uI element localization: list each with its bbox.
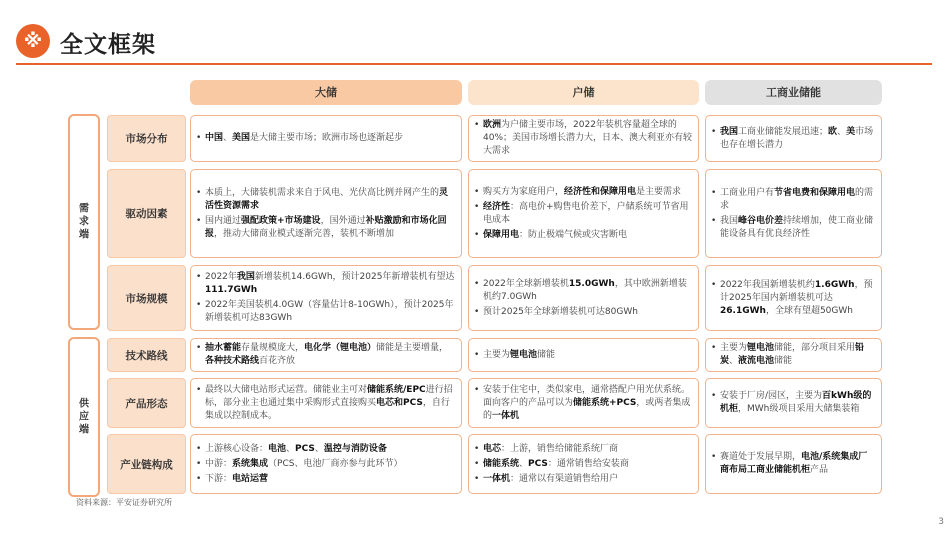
cell-large-storage xyxy=(190,434,462,494)
bullet-item: • 2022年全球新增装机15.0GWh，其中欧洲新增装机约7.0GWh xyxy=(483,278,692,304)
bullet-item: • 2022年我国新增装机14.6GWh，预计2025年新增装机有望达111.7GWh xyxy=(205,271,455,297)
bullet-item: • 我国工商业储能发展迅速；欧、美市场也存在增长潜力 xyxy=(720,126,875,152)
source-note: 资料来源：平安证券研究所 xyxy=(76,498,172,507)
bullet-item: • 电芯：上游，销售给储能系统厂商 xyxy=(483,443,692,456)
cell-large-storage xyxy=(190,115,462,162)
cell-large-storage xyxy=(190,169,462,258)
cell-household-storage xyxy=(468,378,699,428)
column-header-commercial-storage: 工商业储能 xyxy=(705,80,882,105)
bullet-item: • 安装于住宅中，类似家电，通常搭配户用光伏系统。面向客户的产品可以为储能系统+PCS，或两者集成的一体机 xyxy=(483,384,692,423)
cell-household-storage xyxy=(468,265,699,331)
bullet-item: • 保障用电：防止极端气候或灾害断电 xyxy=(483,229,692,242)
cell-household-storage xyxy=(468,434,699,494)
row-label: 产业链构成 xyxy=(107,434,186,494)
cell-commercial-storage xyxy=(705,338,882,372)
group-supply-side xyxy=(68,337,100,497)
cell-commercial-storage xyxy=(705,265,882,331)
row-label: 技术路线 xyxy=(107,338,186,372)
cell-large-storage xyxy=(190,338,462,372)
bullet-item: • 主要为锂电池储能，部分项目采用铅炭、液流电池储能 xyxy=(720,342,875,368)
page-title: 全文框架 xyxy=(60,32,156,58)
group-label: 供 应 端 xyxy=(79,398,89,436)
row-label: 市场分布 xyxy=(107,115,186,162)
column-header-large-storage: 大储 xyxy=(190,80,462,105)
cell-commercial-storage xyxy=(705,434,882,494)
cell-household-storage xyxy=(468,169,699,258)
bullet-item: • 工商业用户有节省电费和保障用电的需求 xyxy=(720,187,875,213)
bullet-item: • 中国、美国是大储主要市场；欧洲市场也逐渐起步 xyxy=(205,132,455,145)
row-label: 产品形态 xyxy=(107,378,186,428)
bullet-item: • 欧洲为户储主要市场，2022年装机容量超全球的40%；美国市场增长潜力大，日本、澳大利亚亦有较大需求 xyxy=(483,119,692,158)
row-label: 市场规模 xyxy=(107,265,186,331)
cell-commercial-storage xyxy=(705,115,882,162)
column-header-household-storage: 户储 xyxy=(468,80,699,105)
bullet-item: • 下游：电站运营 xyxy=(205,473,455,486)
bullet-item: • 经济性：高电价+购售电价差下，户储系统可节省用电成本 xyxy=(483,201,692,227)
bullet-item: • 购买方为家庭用户，经济性和保障用电是主要需求 xyxy=(483,186,692,199)
bullet-item: • 2022年我国新增装机约1.6GWh，预计2025年国内新增装机可达26.1GWh，全球有望超50GWh xyxy=(720,279,875,318)
bullet-item: • 最终以大储电站形式运营。储能业主可对储能系统/EPC进行招标，部分业主也通过集中采购形式直接购买电芯和PCS，自行集成以控制成本。 xyxy=(205,384,455,423)
section-logo-icon: ※ xyxy=(16,24,50,58)
row-label: 驱动因素 xyxy=(107,169,186,258)
bullet-item: • 储能系统、PCS：通常销售给安装商 xyxy=(483,458,692,471)
bullet-item: • 中游：系统集成（PCS、电池厂商亦参与此环节） xyxy=(205,458,455,471)
cell-large-storage xyxy=(190,265,462,331)
cell-household-storage xyxy=(468,338,699,372)
bullet-item: • 本质上，大储装机需求来自于风电、光伏高比例并网产生的灵活性资源需求 xyxy=(205,187,455,213)
cell-large-storage xyxy=(190,378,462,428)
title-divider xyxy=(16,63,932,65)
bullet-item: • 国内通过强配政策+市场建设，国外通过补贴激励和市场化回报，推动大储商业模式逐渐完善，装机不断增加 xyxy=(205,215,455,241)
bullet-item: • 预计2025年全球新增装机可达80GWh xyxy=(483,306,692,319)
group-label: 需 求 端 xyxy=(79,203,89,241)
cell-household-storage xyxy=(468,115,699,162)
bullet-item: • 赛道处于发展早期，电池/系统集成厂商布局工商业储能机柜产品 xyxy=(720,451,875,477)
bullet-item: • 安装于厂房/园区，主要为百kWh级的机柜，MWh级项目采用大储集装箱 xyxy=(720,390,875,416)
bullet-item: • 我国峰谷电价差持续增加，使工商业储能设备具有优良经济性 xyxy=(720,215,875,241)
bullet-item: • 上游核心设备：电池、PCS、温控与消防设备 xyxy=(205,443,455,456)
page-number: 3 xyxy=(938,517,944,527)
bullet-item: • 2022年美国装机4.0GW（容量估计8-10GWh），预计2025年新增装机可达83GWh xyxy=(205,299,455,325)
cell-commercial-storage xyxy=(705,169,882,258)
group-demand-side xyxy=(68,114,100,330)
bullet-item: • 抽水蓄能存量规模庞大，电化学（锂电池）储能是主要增量，各种技术路线百花齐放 xyxy=(205,342,455,368)
bullet-item: • 主要为锂电池储能 xyxy=(483,349,692,362)
bullet-item: • 一体机：通常以有渠道销售给用户 xyxy=(483,473,692,486)
cell-commercial-storage xyxy=(705,378,882,428)
